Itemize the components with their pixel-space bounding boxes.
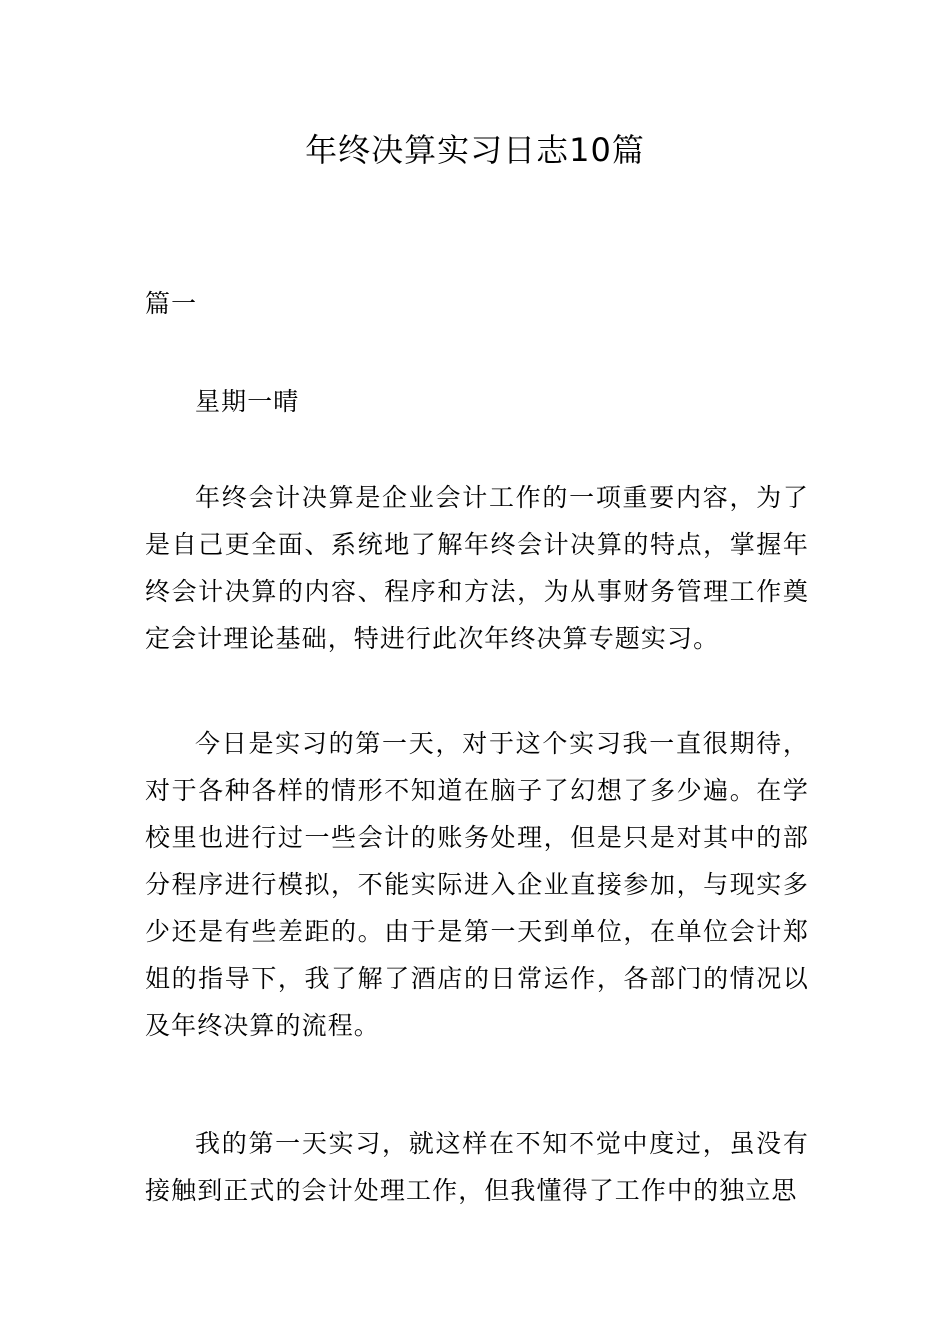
document-title: 年终决算实习日志10篇 [305, 131, 645, 169]
date-line: 星期一晴 [195, 387, 300, 416]
section-label: 篇一 [145, 289, 198, 318]
paragraph: 我的第一天实习，就这样在不知不觉中度过，虽没有接触到正式的会计处理工作，但我懂得了工作中的独立思 [145, 1129, 809, 1205]
paragraph: 年终会计决算是企业会计工作的一项重要内容，为了是自己更全面、系统地了解年终会计决算的特点，掌握年终会计决算的内容、程序和方法，为从事财务管理工作奠定会计理论基础，特进行此次年终决算专题实习。 [145, 483, 809, 653]
paragraph: 今日是实习的第一天，对于这个实习我一直很期待，对于各种各样的情形不知道在脑子了幻想了多少遍。在学校里也进行过一些会计的账务处理，但是只是对其中的部分程序进行模拟，不能实际进入企业直接参加，与现实多少还是有些差距的。由于是第一天到单位，在单位会计郑姐的指导下，我了解了酒店的日常运作，各部门的情况以及年终决算的流程。 [145, 729, 809, 1040]
